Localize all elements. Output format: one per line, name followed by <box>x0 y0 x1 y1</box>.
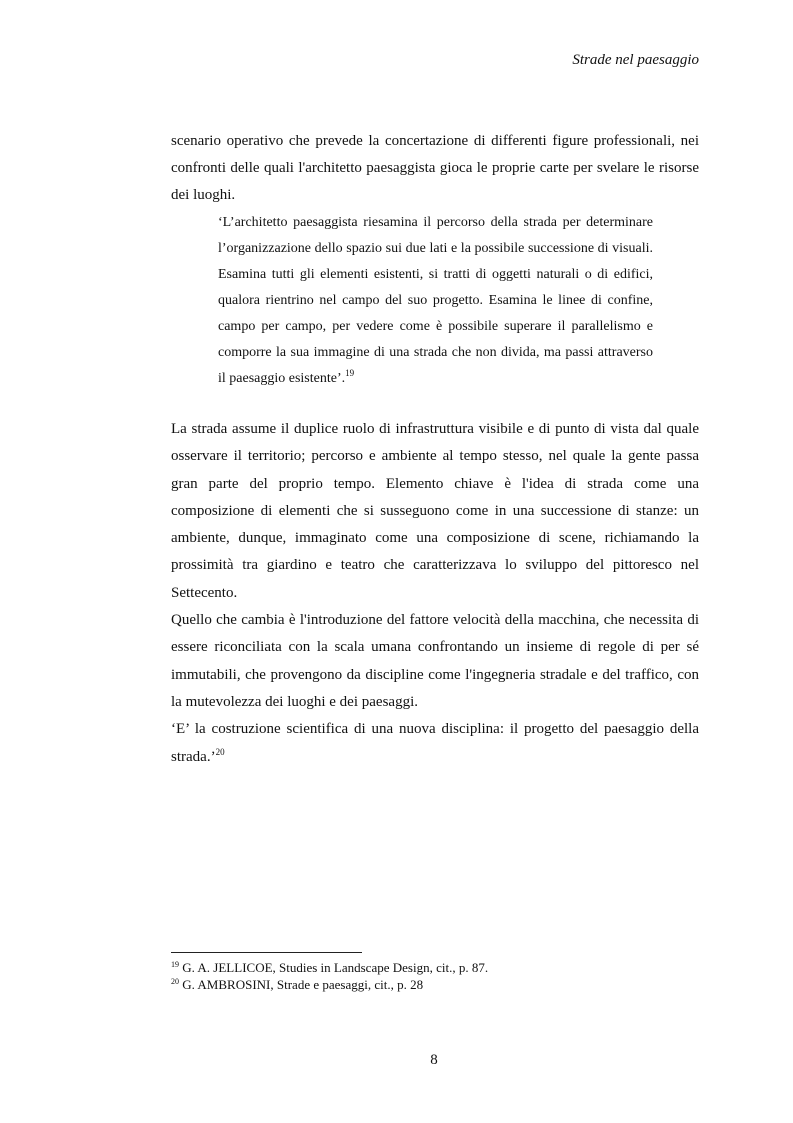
block-quote <box>218 210 653 392</box>
page-number: 8 <box>430 1052 438 1068</box>
running-header: Strade nel paesaggio <box>572 52 699 68</box>
footnote-number: 19 <box>171 960 179 969</box>
footnote-text: G. AMBROSINI, Strade e paesaggi, cit., p. 28 <box>182 977 424 992</box>
quote-text: ‘L’architetto paesaggista riesamina il percorso della strada per determinare l’organizzazione dello spazio sui due lati e la possibile successione di visuali. Esamina tutti gli elementi esistenti, si tratti di oggetti naturali o di edifici, qualora rientrino nel campo del suo progetto. Esamina le linee di confine, campo per campo, per vedere come è possibile superare il parallelismo e comporre la sua immagine di una strada che non divida, ma passi attraverso il paesaggio esistente’. <box>218 215 653 386</box>
footnote-20 <box>171 976 488 993</box>
intro-paragraph: scenario operativo che prevede la concertazione di differenti figure professionali, nei confronti delle quali l'architetto paesaggista gioca le proprie carte per svelare le risorse dei luoghi. <box>171 133 699 204</box>
body-paragraph-1: La strada assume il duplice ruolo di infrastruttura visibile e di punto di vista dal quale osservare il territorio; percorso e ambiente al tempo stesso, nel quale la gente passa gran parte del proprio tempo. Elemento chiave è l'idea di strada come una composizione di elementi che si susseguono come in una successione di stanze: un ambiente, dunque, immaginato come una composizione di scene, richiamando la prossimità tra giardino e teatro che caratterizzava lo sviluppo del pittoresco nel Settecento. <box>171 421 699 601</box>
intro-paragraph-block <box>171 128 699 210</box>
footnote-separator <box>171 952 362 953</box>
footnote-ref-20[interactable]: 20 <box>215 746 225 757</box>
body-paragraph-2: Quello che cambia è l'introduzione del fattore velocità della macchina, che necessita di essere riconciliata con la scala umana confrontando un insieme di regole di per sé immutabili, che provengono da discipline come l'ingegneria stradale e del traffico, con la mutevolezza dei luoghi e dei paesaggi. <box>171 612 699 710</box>
footnote-number: 20 <box>171 977 179 986</box>
body-text <box>171 416 699 771</box>
footnote-text: G. A. JELLICOE, Studies in Landscape Design, cit., p. 87. <box>182 960 489 975</box>
body-paragraph-3-text: ‘E’ la costruzione scientifica di una nuova disciplina: il progetto del paesaggio della strada.’ <box>171 721 699 765</box>
footnote-ref-19[interactable]: 19 <box>345 368 355 378</box>
footnote-19 <box>171 959 488 976</box>
footnotes <box>171 959 488 993</box>
body-paragraph-3 <box>171 716 699 771</box>
